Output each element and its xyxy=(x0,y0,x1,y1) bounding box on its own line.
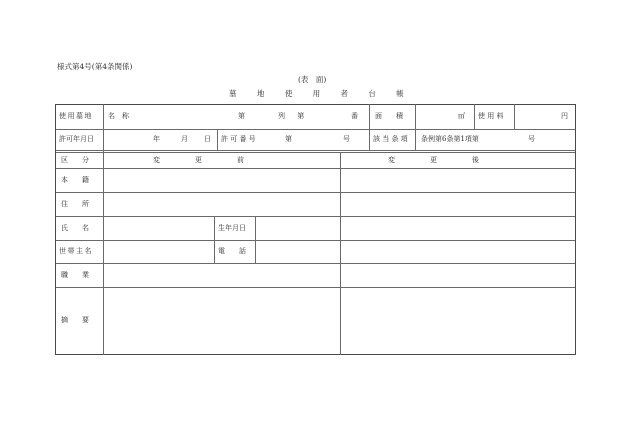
column-divider xyxy=(474,104,475,129)
plot-number-label: 番 xyxy=(351,112,358,120)
page-title: 墓 地 使 用 者 台 帳 xyxy=(229,89,406,98)
plot-dai-label: 第 xyxy=(238,112,245,120)
row-divider xyxy=(55,150,576,151)
household-head-after-field[interactable] xyxy=(341,241,574,263)
cemetery-name-label: 名 称 xyxy=(108,112,129,120)
before-change-header: 変 更 前 xyxy=(153,156,244,164)
occupation-after-field[interactable] xyxy=(341,264,574,287)
permit-year-label: 年 xyxy=(153,135,160,143)
remarks-label: 摘 要 xyxy=(61,316,89,324)
occupation-label: 職 業 xyxy=(61,271,89,279)
column-divider xyxy=(214,216,215,263)
permit-date-label: 許可年月日 xyxy=(59,135,94,143)
table-border-bottom xyxy=(55,354,576,355)
applicable-clause-label: 該 当 条 項 xyxy=(373,135,408,143)
household-head-before-field[interactable] xyxy=(104,241,213,263)
household-head-label: 世帯主名 xyxy=(59,247,93,255)
column-divider xyxy=(369,104,370,150)
plot-row-label: 列 第 xyxy=(278,112,305,120)
table-border-left xyxy=(55,104,56,355)
row-divider xyxy=(55,152,576,153)
address-before-field[interactable] xyxy=(104,193,339,216)
area-label: 面 積 xyxy=(375,112,403,120)
address-after-field[interactable] xyxy=(341,193,574,216)
category-header: 区 分 xyxy=(61,156,89,164)
permit-number-label: 許 可 番 号 xyxy=(221,135,256,143)
full-name-label: 氏 名 xyxy=(61,224,89,232)
permit-dai-label: 第 xyxy=(285,135,292,143)
permit-day-label: 日 xyxy=(204,135,211,143)
birth-date-label: 生年月日 xyxy=(218,224,246,232)
clause-go-label: 号 xyxy=(528,135,535,143)
row-divider xyxy=(55,129,576,130)
permit-number-field[interactable] xyxy=(295,131,340,149)
cemetery-used-label: 使用墓地 xyxy=(59,112,93,120)
form-number-label: 様式第4号(第4条関係) xyxy=(57,62,133,71)
usage-fee-label: 使 用 料 xyxy=(478,112,504,120)
table-border-right xyxy=(575,104,576,355)
cemetery-name-field[interactable] xyxy=(140,106,230,127)
occupation-before-field[interactable] xyxy=(104,264,339,287)
phone-label: 電 話 xyxy=(218,247,246,255)
registered-domicile-label: 本 籍 xyxy=(61,176,89,184)
phone-field[interactable] xyxy=(256,241,339,263)
column-divider xyxy=(217,129,218,150)
table-border-top xyxy=(55,104,576,105)
area-unit: ㎡ xyxy=(458,112,465,120)
usage-fee-field[interactable] xyxy=(515,105,559,129)
domicile-before-field[interactable] xyxy=(104,169,339,192)
birth-date-field[interactable] xyxy=(256,217,339,240)
name-after-field[interactable] xyxy=(341,217,574,240)
clause-value: 条例第6条第1項第 xyxy=(421,135,479,143)
front-side-label: (表 面) xyxy=(298,75,327,84)
remarks-after-field[interactable] xyxy=(341,288,574,353)
address-label: 住 所 xyxy=(61,200,89,208)
name-before-field[interactable] xyxy=(104,217,213,240)
clause-number-field[interactable] xyxy=(490,131,525,149)
remarks-before-field[interactable] xyxy=(104,288,339,353)
domicile-after-field[interactable] xyxy=(341,169,574,192)
permit-month-label: 月 xyxy=(181,135,188,143)
area-field[interactable] xyxy=(416,105,456,129)
permit-go-label: 号 xyxy=(343,135,350,143)
fee-unit: 円 xyxy=(561,112,568,120)
after-change-header: 変 更 後 xyxy=(388,156,479,164)
